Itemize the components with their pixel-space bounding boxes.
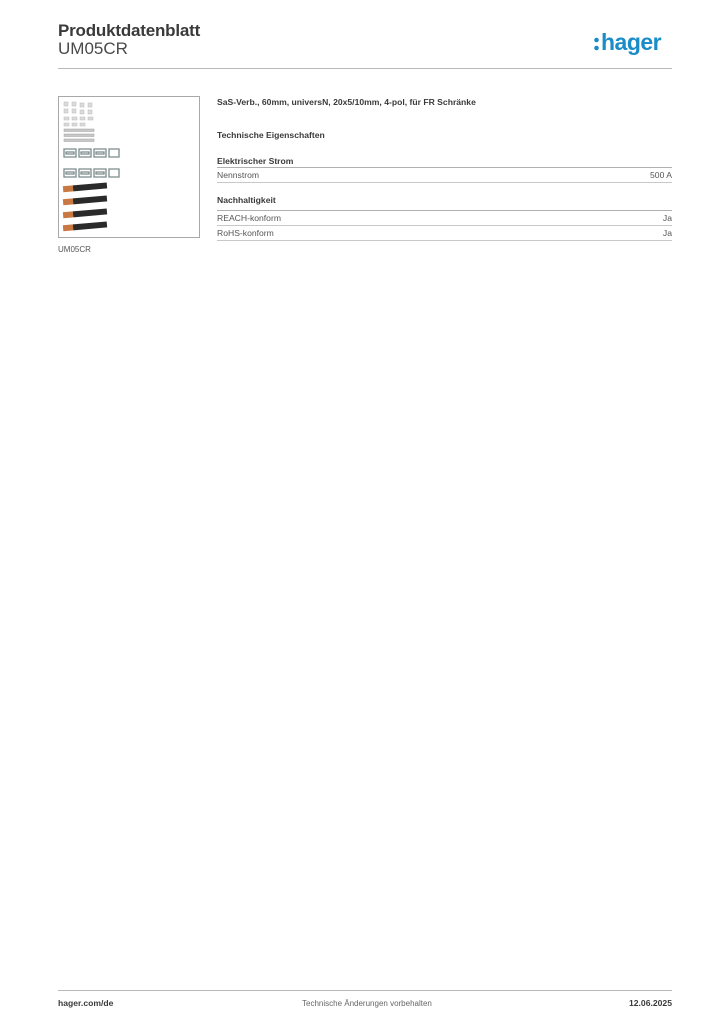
group-title-sustainability: Nachhaltigkeit	[217, 195, 276, 205]
footer-date: 12.06.2025	[628, 998, 672, 1008]
row-label: REACH-konform	[217, 213, 281, 223]
header-divider	[58, 68, 672, 69]
footer-website-link[interactable]: hager.com/de	[58, 998, 114, 1008]
logo-wordmark: hager	[601, 29, 662, 55]
image-caption: UM05CR	[58, 245, 91, 254]
footer-notice: Technische Änderungen vorbehalten	[302, 999, 432, 1008]
group-title-electrical: Elektrischer Strom	[217, 156, 294, 166]
hager-logo	[592, 27, 676, 57]
section-title: Technische Eigenschaften	[217, 130, 325, 140]
table-row	[217, 168, 672, 183]
row-value: 500 A	[650, 170, 672, 180]
busbar-connector-set-image	[59, 97, 199, 237]
logo-dot-bottom	[594, 46, 599, 51]
table-row	[217, 226, 672, 241]
page-title: Produktdatenblatt	[58, 21, 201, 40]
footer-divider	[58, 990, 672, 991]
product-image-frame	[58, 96, 200, 238]
row-value: Ja	[662, 228, 672, 238]
product-description: SaS-Verb., 60mm, universN, 20x5/10mm, 4-pol, für FR Schränke	[217, 97, 476, 107]
row-value: Ja	[662, 213, 672, 223]
row-label: Nennstrom	[217, 170, 260, 180]
product-code: UM05CR	[58, 39, 128, 58]
table-row	[217, 211, 672, 226]
logo-dot-top	[594, 38, 599, 43]
row-label: RoHS-konform	[217, 228, 274, 238]
